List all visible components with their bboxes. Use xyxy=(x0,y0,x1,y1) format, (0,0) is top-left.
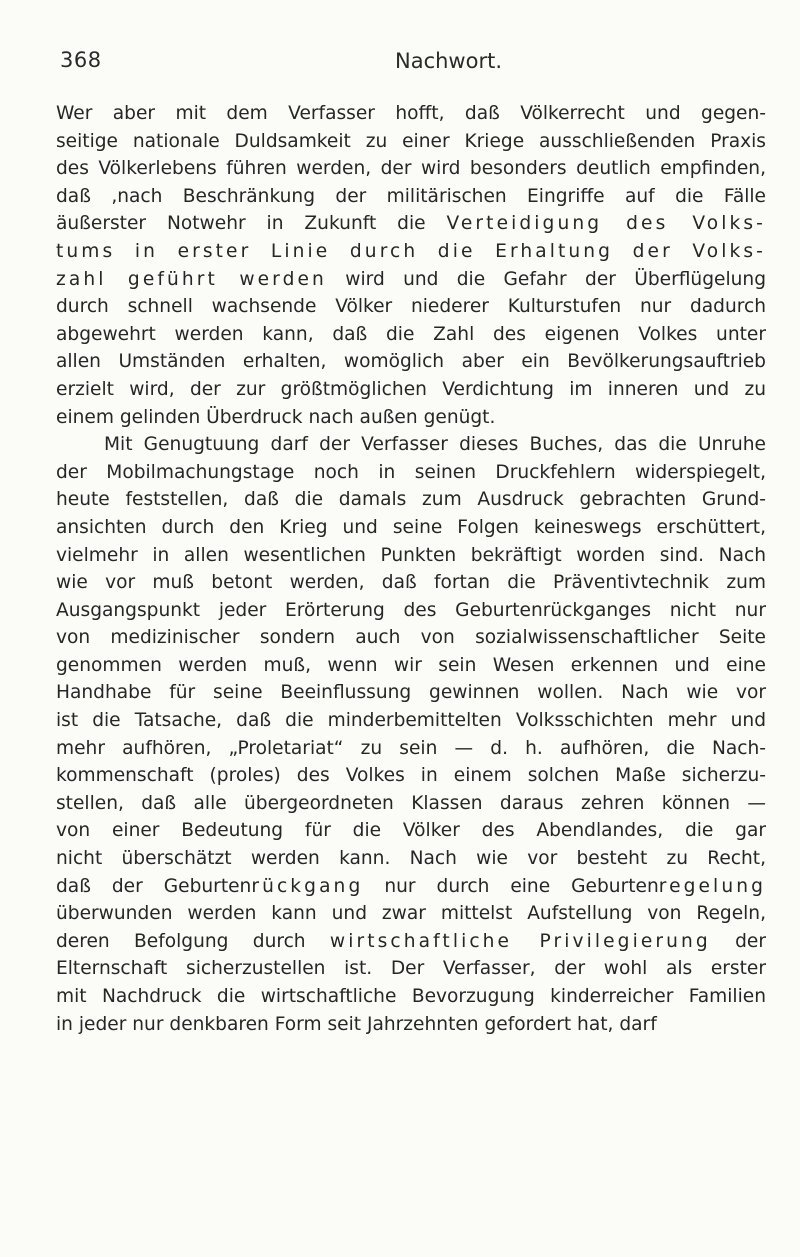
page-number: 368 xyxy=(60,48,102,72)
body-text xyxy=(56,100,766,1038)
text-line xyxy=(56,597,766,625)
text-run: mehr aufhören, „Proletariat“ zu sein — d. h. aufhören, die Nach- xyxy=(56,737,766,759)
text-line xyxy=(56,762,766,790)
text-line xyxy=(56,238,766,266)
text-line xyxy=(56,210,766,238)
text-line xyxy=(56,459,766,487)
text-run: mit Nachdruck die wirtschaftliche Bevorzugung kinderreicher Familien xyxy=(56,986,766,1007)
text-run: stellen, daß alle übergeordneten Klassen daraus zehren können — xyxy=(56,792,766,814)
text-run: Ausgangspunkt jeder Erörterung des Geburtenrückganges nicht nur xyxy=(56,599,766,621)
text-run: überwunden werden kann und zwar mittelst Aufstellung von Regeln, xyxy=(56,903,766,925)
text-run: wird und die Gefahr der Überflügelung xyxy=(326,268,766,290)
text-line xyxy=(56,128,766,156)
text-run: Handhabe für seine Beeinflussung gewinnen wollen. Nach wie vor xyxy=(56,682,766,704)
text-line xyxy=(56,321,766,349)
text-line xyxy=(56,900,766,928)
text-line xyxy=(56,431,766,459)
text-line xyxy=(56,183,766,211)
text-run: der Mobilmachungstage noch in seinen Druckfehlern widerspiegelt, xyxy=(56,461,766,483)
text-run: des Völkerlebens führen werden, der wird besonders deutlich empfinden, xyxy=(56,158,766,180)
spaced-emphasis: tums in erster Linie durch die Erhaltung der Volks- xyxy=(56,240,766,262)
text-run: deren Befolgung durch xyxy=(56,930,330,952)
text-run: kommenschaft (proles) des Volkes in einem solchen Maße sicherzu- xyxy=(56,765,766,787)
text-run: vielmehr in allen wesentlichen Punkten bekräftigt worden sind. Nach xyxy=(56,544,766,566)
text-line xyxy=(56,266,766,294)
text-line xyxy=(56,348,766,376)
text-run: einem gelinden Überdruck nach außen genügt. xyxy=(56,406,496,428)
text-run: daß ‚nach Beschränkung der militärischen Eingriffe auf die Fälle xyxy=(56,185,766,207)
text-run: in jeder nur denkbaren Form seit Jahrzehnten gefordert hat, darf xyxy=(56,1013,657,1035)
text-line xyxy=(56,514,766,542)
text-line xyxy=(56,293,766,321)
text-run: seitige nationale Duldsamkeit zu einer Kriege ausschließenden Praxis xyxy=(56,130,766,152)
text-line xyxy=(56,679,766,707)
text-run: äußerster Notwehr in Zukunft die xyxy=(56,213,447,235)
text-run: nicht überschätzt werden kann. Nach wie vor besteht zu Recht, xyxy=(56,848,766,870)
spaced-emphasis: wirtschaftliche Privilegierung xyxy=(329,930,711,952)
text-run: abgewehrt werden kann, daß die Zahl des eigenen Volkes unter xyxy=(56,323,766,345)
text-run: durch schnell wachsende Völker niederer Kulturstufen nur dadurch xyxy=(56,296,766,318)
text-line xyxy=(56,955,766,983)
text-run: nur durch eine Geburten xyxy=(363,875,659,897)
text-line xyxy=(56,100,766,128)
text-run: wie vor muß betont werden, daß fortan die Präventivtechnik zum xyxy=(56,572,766,594)
text-line xyxy=(56,735,766,763)
text-line xyxy=(56,707,766,735)
text-run: ist die Tatsache, daß die minderbemittelten Volksschichten mehr und xyxy=(56,710,766,732)
spaced-emphasis: zahl geführt werden xyxy=(56,268,327,290)
text-run: erzielt wird, der zur größtmöglichen Verdichtung im inneren und zu xyxy=(56,378,766,400)
text-line xyxy=(56,873,766,901)
text-run: Wer aber mit dem Verfasser hofft, daß Völkerrecht und gegen- xyxy=(56,103,766,124)
text-run: allen Umständen erhalten, womöglich aber ein Bevölkerungsauftrieb xyxy=(56,351,766,373)
text-line xyxy=(56,1011,766,1039)
text-line xyxy=(56,928,766,956)
spaced-emphasis: rückgang xyxy=(251,875,364,897)
text-run: heute feststellen, daß die damals zum Ausdruck gebrachten Grund- xyxy=(56,489,766,511)
text-line xyxy=(56,652,766,680)
text-line xyxy=(56,542,766,570)
text-line xyxy=(56,983,766,1011)
spaced-emphasis: Verteidigung des Volks- xyxy=(446,213,766,235)
text-run: ansichten durch den Krieg und seine Folgen keineswegs erschüttert, xyxy=(56,516,766,538)
text-run: genommen werden muß, wenn wir sein Wesen erkennen und eine xyxy=(56,654,766,676)
spaced-emphasis: regelung xyxy=(658,875,766,897)
text-line xyxy=(56,486,766,514)
text-line xyxy=(56,155,766,183)
text-line xyxy=(56,376,766,404)
text-run: von medizinischer sondern auch von sozialwissenschaftlicher Seite xyxy=(56,627,766,649)
text-line xyxy=(56,845,766,873)
text-run: der xyxy=(710,930,766,952)
text-line xyxy=(56,404,766,432)
text-line xyxy=(56,624,766,652)
text-line xyxy=(56,790,766,818)
text-line xyxy=(56,817,766,845)
text-run: von einer Bedeutung für die Völker des Abendlandes, die gar xyxy=(56,820,766,842)
running-head: Nachwort. xyxy=(395,49,502,73)
text-run: Mit Genugtuung darf der Verfasser dieses Buches, das die Unruhe xyxy=(104,434,766,456)
text-run: Elternschaft sicherzustellen ist. Der Verfasser, der wohl als erster xyxy=(56,958,766,980)
text-run: daß der Geburten xyxy=(56,875,252,897)
text-line xyxy=(56,569,766,597)
